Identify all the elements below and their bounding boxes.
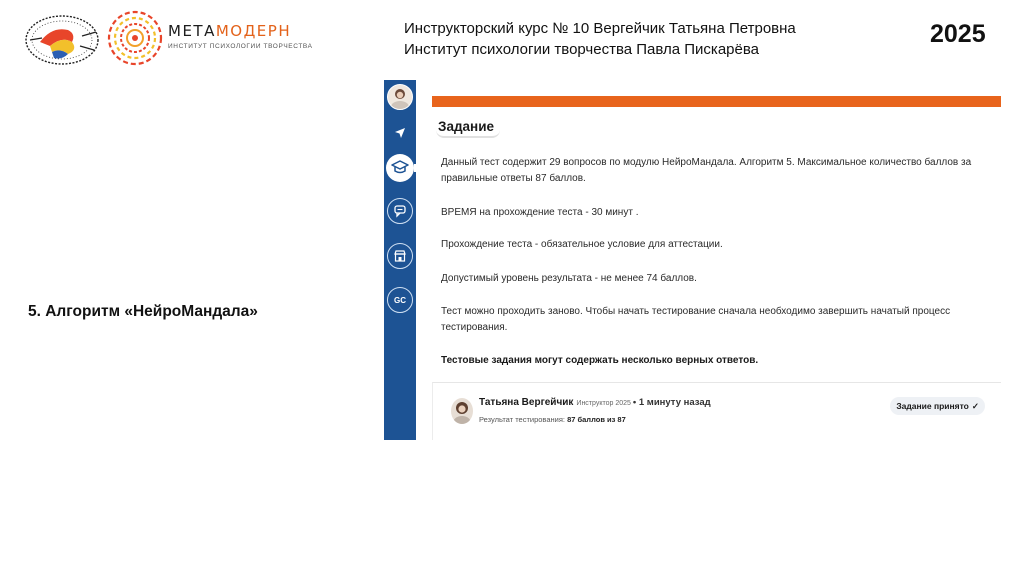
brand-subtitle: ИНСТИТУТ ПСИХОЛОГИИ ТВОРЧЕСТВА: [168, 43, 313, 50]
result-author: [479, 397, 711, 408]
chat-icon: [393, 204, 407, 218]
task-pass-score: Допустимый уровень результата - не менее 74 баллов.: [441, 273, 697, 284]
brand-name-part1: МЕТА: [168, 22, 216, 40]
sidebar-item-course[interactable]: [386, 154, 414, 182]
sidebar-item-gc[interactable]: [387, 287, 413, 313]
gc-icon: GC: [394, 295, 406, 305]
sidebar-item-navigation[interactable]: [387, 120, 413, 146]
avatar-icon: [388, 85, 412, 109]
author-name[interactable]: Татьяна Вергейчик: [479, 397, 574, 408]
sidebar-avatar[interactable]: [387, 84, 413, 110]
brand-block: [168, 22, 313, 50]
score-label: Результат тестирования:: [479, 415, 565, 424]
task-accepted-badge: [890, 397, 985, 415]
result-timestamp: • 1 минуту назад: [632, 397, 711, 408]
result-score: [479, 415, 626, 424]
navigation-arrow-icon: [394, 127, 406, 139]
author-role: Инструктор 2025: [576, 400, 631, 407]
task-description: Данный тест содержит 29 вопросов по модулю НейроМандала. Алгоритм 5. Максимальное количество баллов за правильные ответы 87 баллов.: [441, 157, 972, 184]
check-icon: ✓: [971, 400, 979, 411]
institute-line: Институт психологии творчества Павла Пискарёва: [404, 41, 759, 58]
active-indicator: [414, 164, 420, 172]
brand-name: [168, 22, 313, 40]
slide-title: 5. Алгоритм «НейроМандала»: [28, 303, 258, 320]
task-note: Тестовые задания могут содержать несколько верных ответов.: [441, 355, 759, 366]
score-value: 87 баллов из 87: [567, 415, 626, 424]
result-card: [432, 382, 1001, 440]
badge-label: Задание принято: [896, 401, 969, 411]
course-screenshot: [384, 80, 1001, 440]
task-requirement: Прохождение теста - обязательное условие для аттестации.: [441, 239, 723, 250]
brand-name-part2: МОДЕРН: [215, 22, 292, 40]
sidebar: [384, 80, 416, 440]
institute-emblem-logo: [22, 12, 102, 68]
sidebar-item-chat[interactable]: [387, 198, 413, 224]
metamodern-spiral-logo: [106, 8, 164, 68]
graduation-cap-icon: [391, 160, 409, 176]
year-label: 2025: [930, 20, 986, 48]
user-photo-icon: [451, 398, 473, 424]
header-accent-bar: [432, 96, 1001, 107]
store-icon: [393, 249, 407, 263]
user-avatar[interactable]: [451, 398, 473, 424]
course-info-line: Инструкторский курс № 10 Вергейчик Татьяна Петровна: [404, 20, 796, 37]
task-title: Задание: [436, 118, 500, 138]
task-retake-info: Тест можно проходить заново. Чтобы начать тестирование сначала необходимо завершить начатый процесс тестирования.: [441, 306, 951, 333]
sidebar-item-store[interactable]: [387, 243, 413, 269]
task-time-limit: ВРЕМЯ на прохождение теста - 30 минут .: [441, 207, 639, 218]
